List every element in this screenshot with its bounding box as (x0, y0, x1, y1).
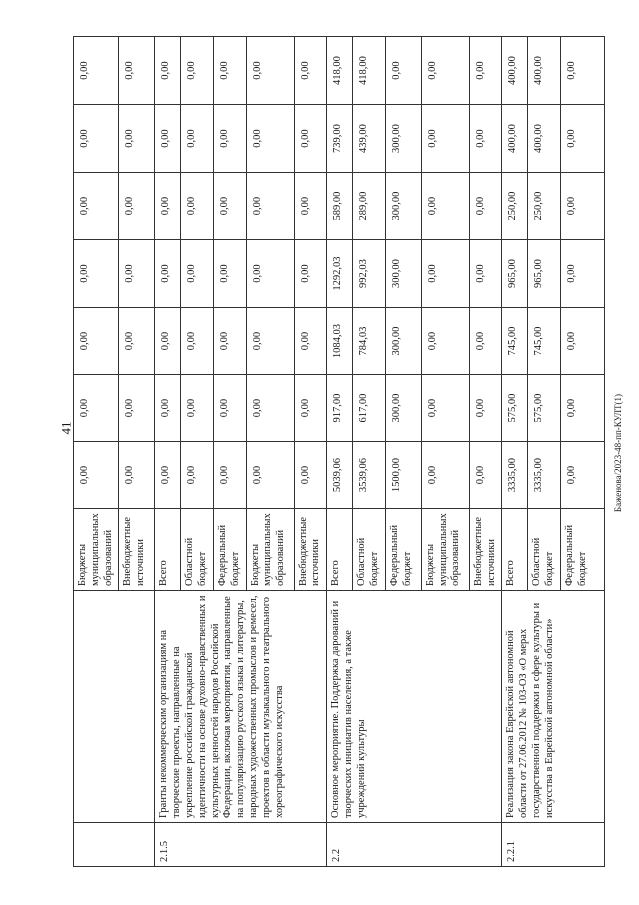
funding-source-cell: Внебюджетные источники (294, 509, 327, 591)
amount-cell: 439,00 (353, 105, 386, 173)
amount-cell: 0,00 (155, 105, 181, 173)
amount-cell: 0,00 (155, 173, 181, 240)
amount-cell: 0,00 (246, 308, 294, 375)
amount-cell: 250,00 (502, 173, 528, 240)
amount-cell: 300,00 (385, 173, 421, 240)
amount-cell: 745,00 (502, 308, 528, 375)
amount-cell: 0,00 (421, 173, 469, 240)
amount-cell: 0,00 (294, 442, 327, 509)
amount-cell: 0,00 (246, 240, 294, 308)
amount-cell: 0,00 (469, 240, 502, 308)
amount-cell: 3335,00 (502, 442, 528, 509)
amount-cell: 0,00 (181, 105, 214, 173)
amount-cell: 0,00 (421, 308, 469, 375)
amount-cell: 0,00 (560, 240, 604, 308)
amount-cell: 0,00 (213, 105, 246, 173)
amount-cell: 3539,06 (353, 442, 386, 509)
amount-cell: 0,00 (421, 240, 469, 308)
amount-cell: 0,00 (469, 308, 502, 375)
amount-cell: 0,00 (213, 173, 246, 240)
amount-cell: 965,00 (502, 240, 528, 308)
amount-cell: 0,00 (181, 442, 214, 509)
amount-cell: 1292,03 (327, 240, 353, 308)
funding-source-cell: Всего (327, 509, 353, 591)
amount-cell: 0,00 (246, 173, 294, 240)
amount-cell: 289,00 (353, 173, 386, 240)
amount-cell: 0,00 (181, 240, 214, 308)
amount-cell: 0,00 (560, 37, 604, 105)
amount-cell: 0,00 (155, 442, 181, 509)
funding-source-cell: Бюджеты муниципальных образований (246, 509, 294, 591)
amount-cell: 0,00 (469, 173, 502, 240)
document-code: Баженова/2023-48-пп-КУЛТ(1) (613, 393, 623, 513)
amount-cell: 0,00 (294, 173, 327, 240)
amount-cell: 0,00 (294, 308, 327, 375)
funding-source-cell: Областной бюджет (528, 509, 561, 591)
amount-cell: 0,00 (213, 375, 246, 442)
amount-cell: 0,00 (246, 442, 294, 509)
amount-cell: 0,00 (294, 105, 327, 173)
amount-cell: 0,00 (155, 308, 181, 375)
amount-cell: 1084,03 (327, 308, 353, 375)
funding-source-cell: Всего (155, 509, 181, 591)
rotated-table-wrapper (73, 37, 588, 867)
amount-cell: 0,00 (469, 442, 502, 509)
amount-cell: 575,00 (502, 375, 528, 442)
amount-cell: 0,00 (155, 375, 181, 442)
amount-cell: 739,00 (327, 105, 353, 173)
amount-cell: 575,00 (528, 375, 561, 442)
amount-cell: 0,00 (74, 308, 119, 375)
table-body (74, 37, 605, 867)
amount-cell: 5039,06 (327, 442, 353, 509)
amount-cell: 250,00 (528, 173, 561, 240)
amount-cell: 0,00 (155, 37, 181, 105)
amount-cell: 0,00 (421, 442, 469, 509)
amount-cell: 418,00 (327, 37, 353, 105)
amount-cell: 0,00 (74, 37, 119, 105)
amount-cell: 0,00 (181, 37, 214, 105)
funding-source-cell: Бюджеты муниципальных образований (421, 509, 469, 591)
item-name-cell: Реализация закона Еврейской автономной области от 27.06.2012 № 103-ОЗ «О мерах государственной поддержки в сфере культуры и искусства в Еврейской автономной области» (502, 591, 605, 823)
amount-cell: 0,00 (213, 240, 246, 308)
amount-cell: 0,00 (119, 240, 155, 308)
amount-cell: 589,00 (327, 173, 353, 240)
amount-cell: 0,00 (421, 105, 469, 173)
amount-cell: 0,00 (469, 105, 502, 173)
amount-cell: 0,00 (181, 308, 214, 375)
amount-cell: 0,00 (469, 37, 502, 105)
amount-cell: 0,00 (560, 173, 604, 240)
amount-cell: 745,00 (528, 308, 561, 375)
amount-cell: 0,00 (560, 308, 604, 375)
table-row (155, 37, 181, 867)
amount-cell: 0,00 (181, 375, 214, 442)
table-row (327, 37, 353, 867)
amount-cell: 0,00 (246, 105, 294, 173)
funding-source-cell: Бюджеты муниципальных образований (74, 509, 119, 591)
amount-cell: 0,00 (385, 37, 421, 105)
amount-cell: 617,00 (353, 375, 386, 442)
funding-source-cell: Федеральный бюджет (385, 509, 421, 591)
funding-source-cell: Всего (502, 509, 528, 591)
amount-cell: 400,00 (528, 37, 561, 105)
amount-cell: 0,00 (421, 37, 469, 105)
amount-cell: 0,00 (246, 37, 294, 105)
item-code-cell: 2.2 (327, 823, 502, 867)
amount-cell: 784,03 (353, 308, 386, 375)
item-name-cell: Основное мероприятие. Поддержка дарований и творческих инициатив населения, а также учреждений культуры (327, 591, 502, 823)
amount-cell: 0,00 (119, 173, 155, 240)
amount-cell: 1500,00 (385, 442, 421, 509)
amount-cell: 0,00 (213, 308, 246, 375)
amount-cell: 3335,00 (528, 442, 561, 509)
item-code-cell (74, 823, 155, 867)
funding-source-cell: Внебюджетные источники (469, 509, 502, 591)
funding-source-cell: Внебюджетные источники (119, 509, 155, 591)
funding-source-cell: Федеральный бюджет (213, 509, 246, 591)
amount-cell: 400,00 (502, 105, 528, 173)
table-row (502, 37, 528, 867)
funding-source-cell: Областной бюджет (181, 509, 214, 591)
page-number: 41 (58, 421, 74, 435)
funding-source-cell: Областной бюджет (353, 509, 386, 591)
amount-cell: 0,00 (155, 240, 181, 308)
amount-cell: 0,00 (74, 173, 119, 240)
amount-cell: 0,00 (294, 240, 327, 308)
item-code-cell: 2.1.5 (155, 823, 327, 867)
amount-cell: 917,00 (327, 375, 353, 442)
amount-cell: 0,00 (469, 375, 502, 442)
item-name-cell (74, 591, 155, 823)
amount-cell: 300,00 (385, 375, 421, 442)
amount-cell: 0,00 (560, 375, 604, 442)
amount-cell: 0,00 (246, 375, 294, 442)
item-name-cell: Гранты некоммерческим организациям на творческие проекты, направленные на укрепление российской гражданской идентичности на основе духовно-нравственных и культурных ценностей народов Российской Федерации, включая мероприятия, направленные на популяризацию русского языка и литературы, народных художественных промыслов и ремесел, проектов в области музыкального и театрального хореографического искусства (155, 591, 327, 823)
amount-cell: 300,00 (385, 308, 421, 375)
amount-cell: 0,00 (294, 37, 327, 105)
amount-cell: 300,00 (385, 240, 421, 308)
amount-cell: 0,00 (74, 442, 119, 509)
amount-cell: 0,00 (181, 173, 214, 240)
amount-cell: 0,00 (74, 240, 119, 308)
amount-cell: 0,00 (119, 105, 155, 173)
amount-cell: 0,00 (74, 375, 119, 442)
amount-cell: 965,00 (528, 240, 561, 308)
amount-cell: 0,00 (560, 442, 604, 509)
budget-table (73, 36, 605, 867)
amount-cell: 400,00 (502, 37, 528, 105)
amount-cell: 0,00 (294, 375, 327, 442)
amount-cell: 0,00 (421, 375, 469, 442)
amount-cell: 992,03 (353, 240, 386, 308)
amount-cell: 0,00 (119, 375, 155, 442)
amount-cell: 0,00 (213, 442, 246, 509)
amount-cell: 418,00 (353, 37, 386, 105)
item-code-cell: 2.2.1 (502, 823, 605, 867)
table-row (74, 37, 119, 867)
amount-cell: 0,00 (213, 37, 246, 105)
amount-cell: 0,00 (119, 37, 155, 105)
amount-cell: 0,00 (560, 105, 604, 173)
amount-cell: 400,00 (528, 105, 561, 173)
amount-cell: 0,00 (119, 442, 155, 509)
amount-cell: 300,00 (385, 105, 421, 173)
funding-source-cell: Федеральный бюджет (560, 509, 604, 591)
amount-cell: 0,00 (74, 105, 119, 173)
amount-cell: 0,00 (119, 308, 155, 375)
